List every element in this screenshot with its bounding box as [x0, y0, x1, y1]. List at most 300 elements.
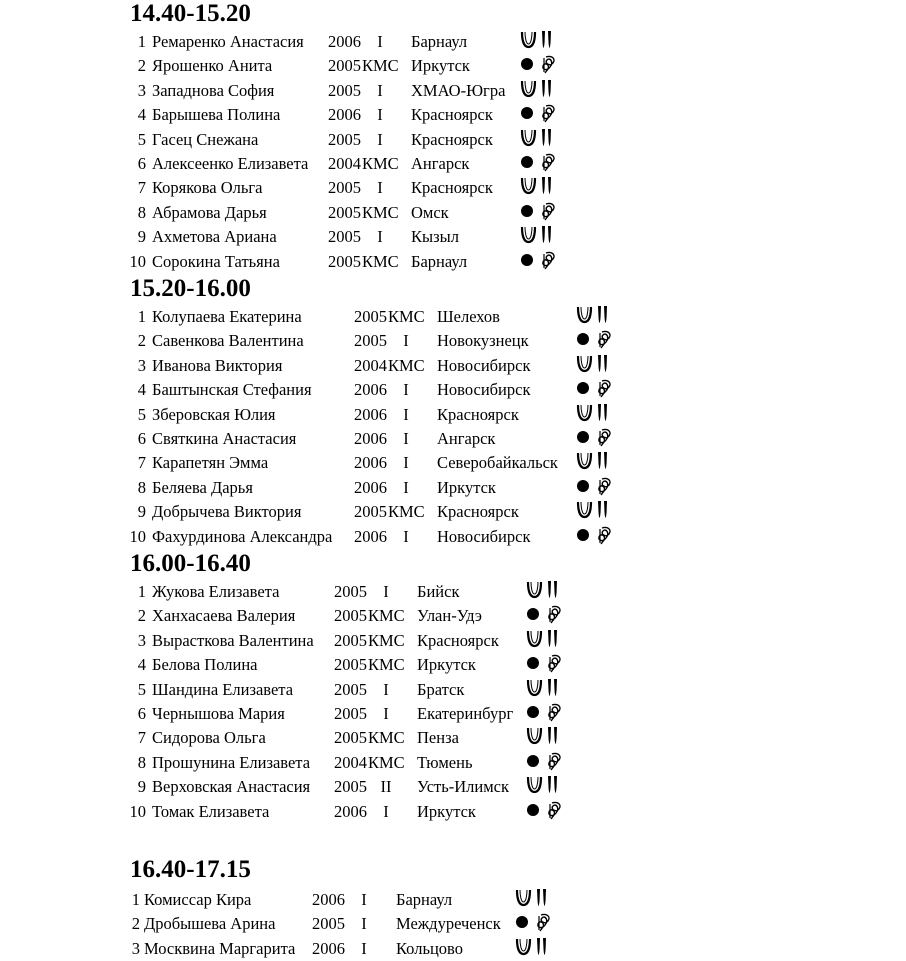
clubs-icon — [537, 938, 546, 955]
city: Иркутск — [417, 655, 476, 675]
participant-row — [0, 54, 906, 78]
sport-rank: КМС — [362, 202, 399, 222]
ribbon-icon — [543, 203, 554, 220]
birth-year: 2005 — [334, 704, 367, 723]
sport-rank: I — [383, 704, 389, 723]
row-number: 4 — [137, 380, 146, 400]
city: Иркутск — [437, 477, 496, 497]
participant-row — [0, 751, 906, 775]
athlete-name: Москвина Маргарита — [144, 938, 296, 958]
hoop-clubs-icon — [515, 937, 555, 957]
birth-year: 2005 — [354, 307, 387, 326]
ball-ribbon-icon — [526, 702, 566, 722]
row-number: 8 — [137, 202, 146, 222]
hoop-icon — [578, 502, 591, 517]
city: Красноярск — [411, 178, 493, 198]
ball-ribbon-icon — [526, 604, 566, 624]
hoop-icon — [528, 777, 541, 792]
hoop-icon — [528, 728, 541, 743]
city: Новосибирск — [437, 355, 531, 375]
hoop-clubs-icon — [576, 451, 616, 471]
row-number: 5 — [137, 404, 146, 424]
hoop-icon — [528, 631, 541, 646]
city: Кызыл — [411, 227, 459, 247]
birth-year: 2006 — [354, 404, 387, 424]
athlete-name: Ремаренко Анастасия — [152, 32, 304, 51]
clubs-icon — [542, 226, 551, 243]
city: Красноярск — [437, 502, 519, 522]
hoop-icon — [522, 178, 535, 193]
clubs-icon — [548, 727, 557, 744]
ribbon-icon — [538, 915, 549, 932]
ball-icon — [577, 333, 589, 345]
athlete-name: Абрамова Дарья — [152, 202, 267, 222]
city: Екатеринбург — [417, 704, 514, 723]
birth-year: 2006 — [312, 890, 345, 909]
hoop-clubs-icon — [576, 354, 616, 374]
participant-row — [0, 403, 906, 427]
clubs-icon — [548, 581, 557, 598]
city: Северобайкальск — [437, 453, 558, 473]
hoop-clubs-icon — [520, 176, 560, 196]
sport-rank: II — [380, 777, 392, 797]
row-number: 3 — [137, 630, 146, 650]
ball-icon — [521, 156, 533, 168]
ball-ribbon-icon — [526, 751, 566, 771]
sport-rank: I — [361, 890, 367, 909]
row-number: 1 — [137, 32, 146, 51]
city: Междуреченск — [396, 914, 501, 934]
birth-year: 2004 — [334, 752, 367, 772]
sport-rank: КМС — [362, 154, 399, 173]
ball-ribbon-icon — [526, 653, 566, 673]
ribbon-icon — [549, 656, 560, 673]
city: Омск — [411, 202, 449, 222]
city: Иркутск — [417, 801, 476, 821]
athlete-name: Томак Елизавета — [152, 801, 270, 821]
participant-row — [0, 702, 906, 726]
athlete-name: Дробышева Арина — [144, 914, 276, 934]
birth-year: 2006 — [354, 453, 387, 473]
athlete-name: Ахметова Ариана — [152, 227, 277, 247]
row-number: 6 — [137, 429, 146, 448]
ribbon-icon — [543, 57, 554, 74]
ball-ribbon-icon — [576, 525, 616, 545]
athlete-name: Западнова София — [152, 80, 275, 100]
ribbon-icon — [549, 607, 560, 624]
athlete-name: Ярошенко Анита — [152, 56, 273, 76]
participant-row — [0, 79, 906, 103]
city: Усть-Илимск — [417, 777, 510, 797]
clubs-icon — [542, 80, 551, 97]
birth-year: 2005 — [334, 777, 367, 797]
participant-row — [0, 580, 906, 604]
athlete-name: Фахурдинова Александра — [152, 526, 333, 546]
city: Шелехов — [437, 307, 500, 326]
athlete-name: Зберовская Юлия — [152, 404, 276, 424]
birth-year: 2006 — [354, 429, 387, 448]
athlete-name: Савенкова Валентина — [152, 331, 304, 351]
ribbon-icon — [599, 429, 610, 446]
clubs-icon — [598, 452, 607, 469]
hoop-clubs-icon — [520, 30, 560, 50]
sport-rank: I — [403, 477, 409, 497]
birth-year: 2006 — [354, 526, 387, 546]
sport-rank: I — [377, 129, 383, 149]
sport-rank: I — [377, 105, 383, 125]
athlete-name: Белова Полина — [152, 655, 258, 675]
city: Тюмень — [417, 752, 473, 772]
hoop-icon — [578, 356, 591, 371]
ball-icon — [577, 480, 589, 492]
athlete-name: Алексеенко Елизавета — [152, 154, 309, 173]
city: Барнаул — [396, 890, 453, 909]
athlete-name: Сорокина Татьяна — [152, 251, 280, 271]
birth-year: 2005 — [334, 630, 367, 650]
time-slot-heading: 14.40-15.20 — [130, 0, 251, 27]
hoop-clubs-icon — [520, 79, 560, 99]
sport-rank: I — [361, 914, 367, 934]
ball-icon — [527, 706, 539, 718]
row-number: 10 — [129, 526, 146, 546]
ball-icon — [527, 804, 539, 816]
birth-year: 2004 — [354, 355, 387, 375]
city: Новосибирск — [437, 526, 531, 546]
row-number: 10 — [129, 801, 146, 821]
birth-year: 2005 — [328, 178, 361, 198]
hoop-clubs-icon — [526, 726, 566, 746]
row-number: 3 — [137, 355, 146, 375]
birth-year: 2006 — [354, 380, 387, 400]
athlete-name: Святкина Анастасия — [152, 429, 297, 448]
birth-year: 2006 — [334, 801, 367, 821]
city: Красноярск — [417, 630, 499, 650]
participant-row — [0, 427, 906, 451]
ribbon-icon — [599, 332, 610, 349]
birth-year: 2006 — [328, 32, 361, 51]
hoop-icon — [517, 890, 530, 905]
sport-rank: I — [361, 938, 367, 958]
city: Красноярск — [411, 105, 493, 125]
city: Красноярск — [411, 129, 493, 149]
ribbon-icon — [599, 527, 610, 544]
athlete-name: Комиссар Кира — [144, 890, 252, 909]
sport-rank: I — [377, 32, 383, 51]
hoop-icon — [578, 405, 591, 420]
row-number: 7 — [137, 178, 146, 198]
participant-row — [0, 775, 906, 799]
sport-rank: КМС — [362, 251, 399, 271]
sport-rank: КМС — [368, 728, 405, 748]
row-number: 1 — [137, 582, 146, 601]
birth-year: 2005 — [328, 251, 361, 271]
ball-icon — [577, 382, 589, 394]
row-number: 7 — [137, 728, 146, 748]
athlete-name: Добрычева Виктория — [152, 502, 302, 522]
city: Новокузнецк — [437, 331, 529, 351]
hoop-clubs-icon — [576, 403, 616, 423]
ribbon-icon — [543, 252, 554, 269]
participant-row — [0, 103, 906, 127]
ball-icon — [521, 58, 533, 70]
ball-ribbon-icon — [526, 800, 566, 820]
sport-rank: I — [383, 679, 389, 699]
ball-ribbon-icon — [576, 476, 616, 496]
athlete-name: Жукова Елизавета — [152, 582, 280, 601]
birth-year: 2005 — [328, 129, 361, 149]
city: Барнаул — [411, 32, 468, 51]
athlete-name: Вырасткова Валентина — [152, 630, 314, 650]
row-number: 4 — [137, 105, 146, 125]
participant-row — [0, 888, 906, 912]
participant-row — [0, 500, 906, 524]
ball-ribbon-icon — [515, 912, 555, 932]
athlete-name: Шандина Елизавета — [152, 679, 294, 699]
city: ХМАО-Югра — [411, 80, 506, 100]
athlete-name: Барышева Полина — [152, 105, 281, 125]
sport-rank: I — [383, 582, 389, 601]
birth-year: 2006 — [328, 105, 361, 125]
ball-ribbon-icon — [520, 103, 560, 123]
city: Улан-Удэ — [417, 606, 482, 626]
row-number: 10 — [129, 251, 146, 271]
hoop-clubs-icon — [520, 128, 560, 148]
clubs-icon — [548, 776, 557, 793]
row-number: 9 — [137, 227, 146, 247]
sport-rank: КМС — [368, 630, 405, 650]
athlete-name: Гасец Снежана — [152, 129, 259, 149]
row-number: 8 — [137, 752, 146, 772]
hoop-clubs-icon — [520, 225, 560, 245]
participant-row — [0, 225, 906, 249]
participant-row — [0, 629, 906, 653]
hoop-clubs-icon — [526, 580, 566, 600]
time-slot-heading: 16.00-16.40 — [130, 550, 251, 577]
clubs-icon — [548, 630, 557, 647]
athlete-name: Чернышова Мария — [152, 704, 285, 723]
row-number: 1 — [137, 307, 146, 326]
clubs-icon — [598, 501, 607, 518]
ball-ribbon-icon — [576, 427, 616, 447]
ball-ribbon-icon — [520, 250, 560, 270]
sport-rank: КМС — [388, 355, 425, 375]
row-number: 5 — [137, 129, 146, 149]
participant-row — [0, 476, 906, 500]
ball-icon — [577, 431, 589, 443]
clubs-icon — [598, 306, 607, 323]
clubs-icon — [542, 129, 551, 146]
row-number: 9 — [137, 502, 146, 522]
hoop-clubs-icon — [526, 678, 566, 698]
birth-year: 2005 — [354, 502, 387, 522]
birth-year: 2005 — [328, 80, 361, 100]
hoop-icon — [528, 582, 541, 597]
city: Кольцово — [396, 938, 463, 958]
sport-rank: КМС — [368, 752, 405, 772]
clubs-icon — [542, 177, 551, 194]
athlete-name: Прошунина Елизавета — [152, 752, 311, 772]
ball-icon — [527, 755, 539, 767]
hoop-icon — [522, 130, 535, 145]
birth-year: 2006 — [354, 477, 387, 497]
sport-rank: КМС — [362, 56, 399, 76]
birth-year: 2005 — [334, 679, 367, 699]
city: Ангарск — [437, 429, 496, 448]
ball-ribbon-icon — [520, 201, 560, 221]
ribbon-icon — [549, 753, 560, 770]
ball-icon — [521, 254, 533, 266]
hoop-icon — [578, 453, 591, 468]
ball-ribbon-icon — [520, 54, 560, 74]
birth-year: 2004 — [328, 154, 361, 173]
participant-row — [0, 201, 906, 225]
city: Бийск — [417, 582, 460, 601]
row-number: 6 — [137, 154, 146, 173]
sport-rank: I — [377, 80, 383, 100]
clubs-icon — [598, 355, 607, 372]
sport-rank: I — [403, 429, 409, 448]
ball-ribbon-icon — [576, 329, 616, 349]
sport-rank: I — [377, 227, 383, 247]
sport-rank: КМС — [368, 606, 405, 626]
hoop-clubs-icon — [515, 888, 555, 908]
row-number: 7 — [137, 453, 146, 473]
ball-ribbon-icon — [520, 152, 560, 172]
birth-year: 2005 — [328, 227, 361, 247]
hoop-icon — [528, 680, 541, 695]
participant-row — [0, 653, 906, 677]
participant-row — [0, 354, 906, 378]
ribbon-icon — [549, 704, 560, 721]
birth-year: 2005 — [312, 914, 345, 934]
birth-year: 2005 — [328, 56, 361, 76]
sport-rank: I — [383, 801, 389, 821]
participant-row — [0, 726, 906, 750]
hoop-icon — [522, 227, 535, 242]
athlete-name: Верховская Анастасия — [152, 777, 311, 797]
participant-row — [0, 800, 906, 824]
city: Ангарск — [411, 154, 470, 173]
row-number: 6 — [137, 704, 146, 723]
participant-row — [0, 152, 906, 176]
time-slot-heading: 16.40-17.15 — [130, 856, 251, 883]
ribbon-icon — [543, 154, 554, 171]
row-number: 3 — [137, 80, 146, 100]
sport-rank: КМС — [368, 655, 405, 675]
clubs-icon — [598, 404, 607, 421]
ribbon-icon — [543, 106, 554, 123]
clubs-icon — [542, 31, 551, 48]
sport-rank: КМС — [388, 502, 425, 522]
row-number: 2 — [131, 914, 140, 934]
participant-row — [0, 329, 906, 353]
ball-icon — [521, 107, 533, 119]
sport-rank: I — [403, 331, 409, 351]
city: Иркутск — [411, 56, 470, 76]
ribbon-icon — [549, 802, 560, 819]
ball-icon — [577, 529, 589, 541]
participant-row — [0, 451, 906, 475]
row-number: 2 — [137, 606, 146, 626]
participant-row — [0, 30, 906, 54]
athlete-name: Карапетян Эмма — [152, 453, 269, 473]
participant-row — [0, 378, 906, 402]
row-number: 8 — [137, 477, 146, 497]
athlete-name: Сидорова Ольга — [152, 728, 266, 748]
ball-icon — [527, 608, 539, 620]
participant-row — [0, 604, 906, 628]
hoop-clubs-icon — [526, 775, 566, 795]
city: Красноярск — [437, 404, 519, 424]
athlete-name: Ханхасаева Валерия — [152, 606, 296, 626]
ribbon-icon — [599, 381, 610, 398]
participant-row — [0, 912, 906, 936]
sport-rank: I — [403, 404, 409, 424]
birth-year: 2006 — [312, 938, 345, 958]
row-number: 9 — [137, 777, 146, 797]
hoop-icon — [517, 939, 530, 954]
participant-row — [0, 937, 906, 961]
row-number: 1 — [131, 890, 140, 909]
participant-row — [0, 176, 906, 200]
hoop-clubs-icon — [576, 500, 616, 520]
athlete-name: Иванова Виктория — [152, 355, 283, 375]
birth-year: 2005 — [354, 331, 387, 351]
hoop-icon — [578, 307, 591, 322]
athlete-name: Беляева Дарья — [152, 477, 253, 497]
participant-row — [0, 128, 906, 152]
ball-icon — [516, 916, 528, 928]
city: Пенза — [417, 728, 459, 748]
participant-row — [0, 305, 906, 329]
time-slot-heading: 15.20-16.00 — [130, 275, 251, 302]
city: Братск — [417, 679, 465, 699]
hoop-icon — [522, 32, 535, 47]
row-number: 3 — [131, 938, 140, 958]
hoop-icon — [522, 81, 535, 96]
row-number: 4 — [137, 655, 146, 675]
sport-rank: КМС — [388, 307, 425, 326]
sport-rank: I — [403, 453, 409, 473]
participant-row — [0, 678, 906, 702]
clubs-icon — [537, 889, 546, 906]
ball-icon — [521, 205, 533, 217]
ball-icon — [527, 657, 539, 669]
ball-ribbon-icon — [576, 378, 616, 398]
birth-year: 2005 — [334, 728, 367, 748]
birth-year: 2005 — [334, 655, 367, 675]
birth-year: 2005 — [328, 202, 361, 222]
row-number: 2 — [137, 331, 146, 351]
ribbon-icon — [599, 478, 610, 495]
clubs-icon — [548, 679, 557, 696]
sport-rank: I — [377, 178, 383, 198]
athlete-name: Колупаева Екатерина — [152, 307, 302, 326]
hoop-clubs-icon — [526, 629, 566, 649]
row-number: 5 — [137, 679, 146, 699]
birth-year: 2005 — [334, 582, 367, 601]
athlete-name: Баштынская Стефания — [152, 380, 312, 400]
row-number: 2 — [137, 56, 146, 76]
participant-row — [0, 250, 906, 274]
hoop-clubs-icon — [576, 305, 616, 325]
birth-year: 2005 — [334, 606, 367, 626]
participant-row — [0, 525, 906, 549]
athlete-name: Корякова Ольга — [152, 178, 263, 198]
city: Новосибирск — [437, 380, 531, 400]
city: Барнаул — [411, 251, 468, 271]
sport-rank: I — [403, 380, 409, 400]
